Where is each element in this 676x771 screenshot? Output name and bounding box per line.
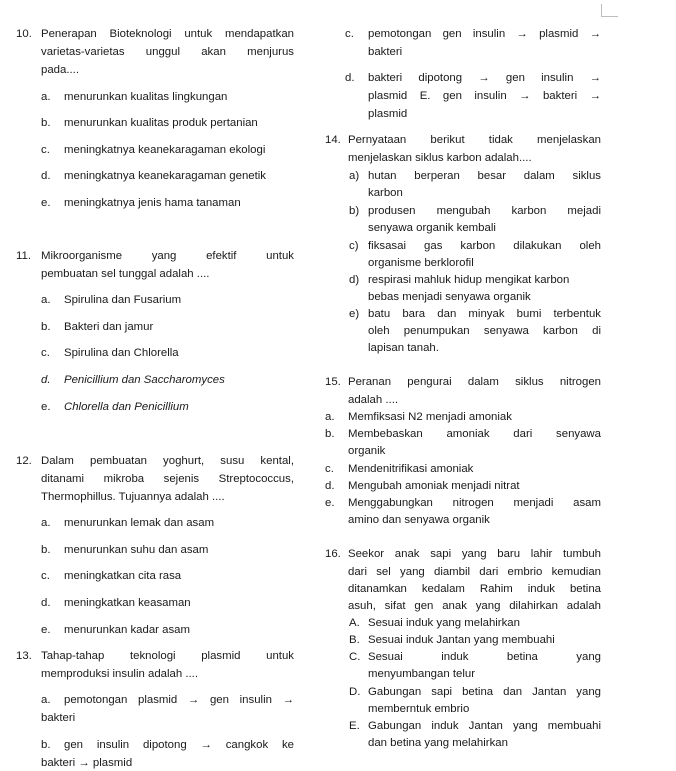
q12-stem-line: ditanami mikroba sejenis Streptococcus, xyxy=(41,473,294,485)
q10-option-text: meningkatnya jenis hama tanaman xyxy=(64,197,241,209)
q12-option-text: menurunkan kadar asam xyxy=(64,624,190,636)
q13-option-line: pemotongan plasmid → gen insulin → xyxy=(64,694,294,706)
q13-option-line: bakteri xyxy=(368,46,403,58)
q13-stem-line: memproduksi insulin adalah .... xyxy=(41,668,199,680)
q11-option-text: Spirulina dan Chlorella xyxy=(64,347,179,359)
q13-option-line: plasmid E. gen insulin → bakteri → xyxy=(368,90,601,102)
q14-stem-line: Pernyataan berikut tidak menjelaskan xyxy=(348,134,601,146)
q11-stem-line: Mikroorganisme yang efektif untuk xyxy=(41,250,294,262)
q16-option-line: memberntuk embrio xyxy=(368,703,470,715)
q15-option-line: Membebaskan amoniak dari senyawa xyxy=(348,428,601,440)
q14-option-line: lapisan tanah. xyxy=(368,342,439,354)
q13-stem-line: Tahap-tahap teknologi plasmid untuk xyxy=(41,650,294,662)
q11-option-text: Penicillium dan Saccharomyces xyxy=(64,374,225,386)
q12-option-text: menurunkan lemak dan asam xyxy=(64,517,215,529)
q14-option-line: karbon xyxy=(368,187,403,199)
q11-option-text: Chlorella dan Penicillium xyxy=(64,401,189,413)
q14-stem-line: menjelaskan siklus karbon adalah.... xyxy=(348,152,532,164)
q16-option-letter: B. xyxy=(349,634,360,646)
q16-option-line: dan betina yang melahirkan xyxy=(368,737,508,749)
q14-option-letter: c) xyxy=(349,240,359,252)
q13-option-letter: d. xyxy=(345,72,355,84)
q16-option-line: Gabungan induk Jantan yang membuahi xyxy=(368,720,601,732)
q10-option-text: meningkatnya keanekaragaman genetik xyxy=(64,170,267,182)
q16-stem-line: Seekor anak sapi yang baru lahir tumbuh xyxy=(348,548,601,560)
q14-option-letter: d) xyxy=(349,274,360,286)
q15-option-line: Mendenitrifikasi amoniak xyxy=(348,463,474,475)
q10-option-text: menurunkan kualitas lingkungan xyxy=(64,91,228,103)
q16-option-letter: E. xyxy=(349,720,360,732)
q14-option-line: oleh penumpukan senyawa karbon di xyxy=(368,325,601,337)
q11-option-letter: d. xyxy=(41,374,51,386)
q11-option-text: Spirulina dan Fusarium xyxy=(64,294,182,306)
q12-option-letter: a. xyxy=(41,517,51,529)
q11-option-letter: c. xyxy=(41,347,50,359)
q15-option-line: organik xyxy=(348,445,386,457)
q12-number: 12. xyxy=(16,455,32,467)
q15-option-letter: d. xyxy=(325,480,335,492)
q10-stem-line: varietas-varietas unggul akan menjurus xyxy=(41,46,294,58)
q11-stem-line: pembuatan sel tunggal adalah .... xyxy=(41,268,210,280)
q12-option-text: menurunkan suhu dan asam xyxy=(64,544,209,556)
q12-option-text: meningkatkan keasaman xyxy=(64,597,191,609)
q16-option-line: menyumbangan telur xyxy=(368,668,476,680)
q13-option-letter: c. xyxy=(345,28,354,40)
q15-option-letter: a. xyxy=(325,411,335,423)
q10-option-letter: b. xyxy=(41,117,51,129)
q12-option-letter: b. xyxy=(41,544,51,556)
q16-option-line: Sesuai induk betina yang xyxy=(368,651,601,663)
q14-option-letter: a) xyxy=(349,170,360,182)
q16-number: 16. xyxy=(325,548,341,560)
q10-option-letter: d. xyxy=(41,170,51,182)
q15-option-line: Mengubah amoniak menjadi nitrat xyxy=(348,480,520,492)
q16-option-line: Sesuai induk Jantan yang membuahi xyxy=(368,634,555,646)
page-corner-mark xyxy=(601,4,618,17)
q10-option-letter: c. xyxy=(41,144,50,156)
q10-number: 10. xyxy=(16,28,32,40)
q10-option-letter: a. xyxy=(41,91,51,103)
q13-option-line: gen insulin dipotong → cangkok ke xyxy=(64,739,294,751)
q13-option-line: bakteri xyxy=(41,712,76,724)
q16-option-letter: C. xyxy=(349,651,361,663)
q16-stem-line: ditanamkan kedalam Rahim induk betina xyxy=(348,583,601,595)
q11-number: 11. xyxy=(16,250,31,262)
q14-option-line: bebas menjadi senyawa organik xyxy=(368,291,531,303)
q15-option-line: Menggabungkan nitrogen menjadi asam xyxy=(348,497,601,509)
q16-option-letter: A. xyxy=(349,617,360,629)
q15-option-letter: c. xyxy=(325,463,334,475)
q11-option-text: Bakteri dan jamur xyxy=(64,321,154,333)
q15-option-line: amino dan senyawa organik xyxy=(348,514,490,526)
q13-option-line: bakteri → plasmid xyxy=(41,757,133,769)
q12-option-letter: e. xyxy=(41,624,51,636)
q14-option-line: produsen mengubah karbon mejadi xyxy=(368,205,601,217)
q14-number: 14. xyxy=(325,134,341,146)
q16-option-letter: D. xyxy=(349,686,361,698)
q13-option-line: pemotongan gen insulin → plasmid → xyxy=(368,28,601,40)
q11-option-letter: a. xyxy=(41,294,51,306)
q15-option-line: Memfiksasi N2 menjadi amoniak xyxy=(348,411,512,423)
q14-option-line: hutan berperan besar dalam siklus xyxy=(368,170,601,182)
q13-option-letter: a. xyxy=(41,694,51,706)
q14-option-line: batu bara dan minyak bumi terbentuk xyxy=(368,308,601,320)
q13-number: 13. xyxy=(16,650,32,662)
q14-option-line: fiksasai gas karbon dilakukan oleh xyxy=(368,240,601,252)
q16-option-line: Gabungan sapi betina dan Jantan yang xyxy=(368,686,601,698)
q15-stem-line: Peranan pengurai dalam siklus nitrogen xyxy=(348,376,601,388)
q14-option-letter: e) xyxy=(349,308,360,320)
q13-option-line: bakteri dipotong → gen insulin → xyxy=(368,72,601,84)
q10-option-letter: e. xyxy=(41,197,51,209)
q14-option-line: respirasi mahluk hidup mengikat karbon xyxy=(368,274,570,286)
q14-option-line: senyawa organik kembali xyxy=(368,222,496,234)
q13-option-letter: b. xyxy=(41,739,51,751)
q13-option-line: plasmid xyxy=(368,108,408,120)
q10-stem-line: pada.... xyxy=(41,64,79,76)
q16-stem-line: dari sel yang diambil dari embrio kemudian xyxy=(348,566,601,578)
q11-option-letter: e. xyxy=(41,401,51,413)
q11-option-letter: b. xyxy=(41,321,51,333)
q14-option-line: organisme berklorofil xyxy=(368,257,474,269)
q14-option-letter: b) xyxy=(349,205,360,217)
q10-option-text: menurunkan kualitas produk pertanian xyxy=(64,117,258,129)
q12-option-letter: c. xyxy=(41,570,50,582)
q12-option-letter: d. xyxy=(41,597,51,609)
q15-option-letter: e. xyxy=(325,497,335,509)
q10-stem-line: Penerapan Bioteknologi untuk mendapatkan xyxy=(41,28,294,40)
q15-stem-line: adalah .... xyxy=(348,394,399,406)
q12-stem-line: Dalam pembuatan yoghurt, susu kental, xyxy=(41,455,294,467)
q15-option-letter: b. xyxy=(325,428,335,440)
q15-number: 15. xyxy=(325,376,341,388)
q10-option-text: meningkatnya keanekaragaman ekologi xyxy=(64,144,266,156)
q12-option-text: meningkatkan cita rasa xyxy=(64,570,182,582)
q16-stem-line: asuh, sifat gen anak yang dilahirkan adalah xyxy=(348,600,601,612)
q16-option-line: Sesuai induk yang melahirkan xyxy=(368,617,520,629)
q12-stem-line: Thermophillus. Tujuannya adalah .... xyxy=(41,491,225,503)
